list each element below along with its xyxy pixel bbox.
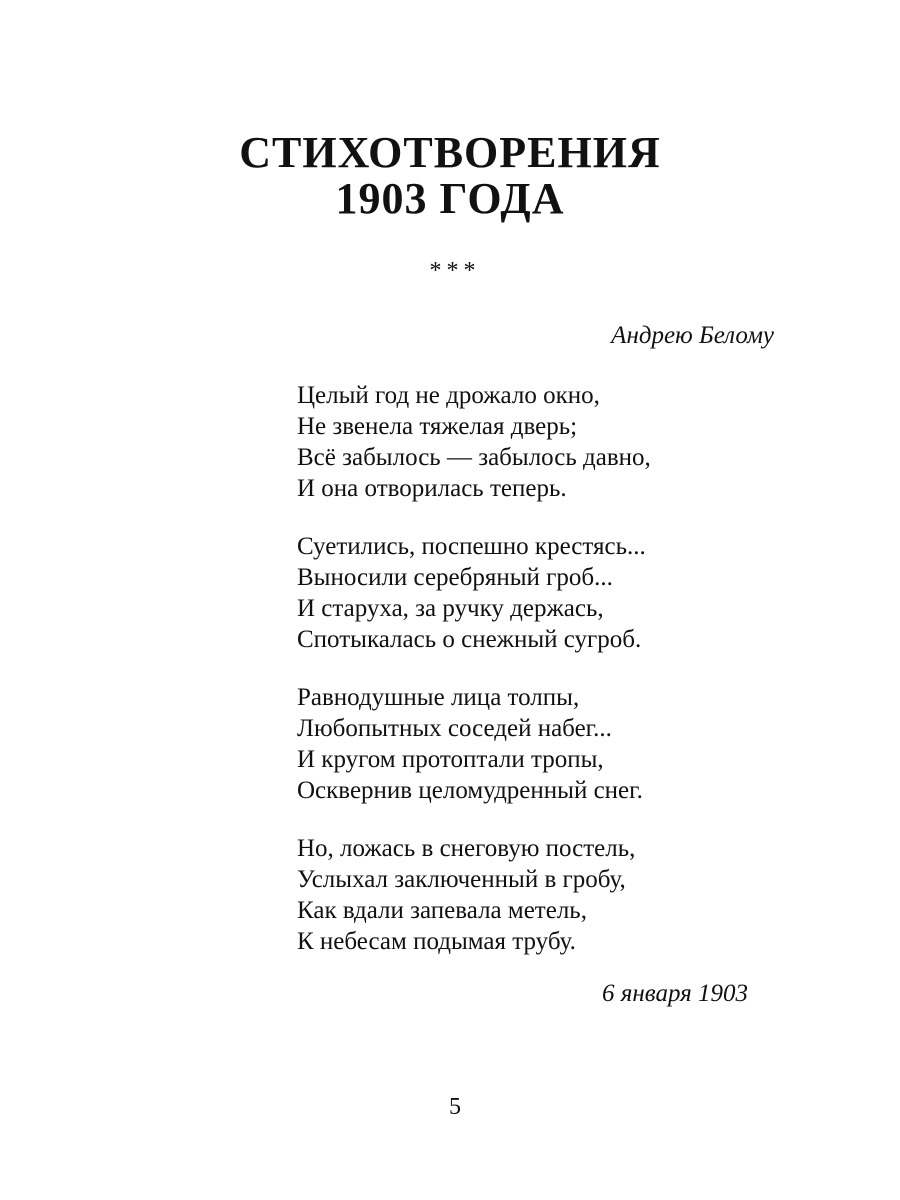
poem-line: И старуха, за ручку держась,	[297, 595, 604, 622]
section-title-line-1: СТИХОТВОРЕНИЯ	[239, 128, 661, 177]
section-title	[0, 130, 900, 222]
stanza-2	[297, 531, 651, 655]
poem-line: Выносили серебряный гроб...	[297, 564, 613, 591]
poem-line: Осквернив целомудренный снег.	[297, 777, 643, 804]
page-number: 5	[449, 1094, 461, 1120]
poem-line: Услыхал заключенный в гробу,	[297, 866, 626, 893]
section-title-line-2: 1903 ГОДА	[335, 174, 565, 223]
asterism-separator: ***	[429, 258, 481, 284]
poem-line: И кругом протоптали тропы,	[297, 746, 604, 773]
poem-line: К небесам подымая трубу.	[297, 928, 576, 955]
poem-line: Суетились, поспешно крестясь...	[297, 533, 646, 560]
poem-line: Но, ложась в снеговую постель,	[297, 835, 636, 862]
poem-line: Как вдали запевала метель,	[297, 897, 587, 924]
poem-line: Любопытных соседей набег...	[297, 715, 612, 742]
poem-line: Спотыкалась о снежный сугроб.	[297, 626, 642, 653]
poem-line: Не звенела тяжелая дверь;	[297, 413, 578, 440]
poem-line: Целый год не дрожало окно,	[297, 382, 600, 409]
stanza-1	[297, 380, 651, 504]
poem-line: Равнодушные лица толпы,	[297, 684, 580, 711]
stanza-3	[297, 682, 651, 806]
poem-line: Всё забылось — забылось давно,	[297, 444, 651, 471]
poem-body	[297, 380, 651, 984]
poem-line: И она отворилась теперь.	[297, 475, 567, 502]
stanza-4	[297, 833, 651, 957]
dedication: Андрею Белому	[611, 322, 774, 349]
poem-date: 6 января 1903	[602, 980, 748, 1007]
